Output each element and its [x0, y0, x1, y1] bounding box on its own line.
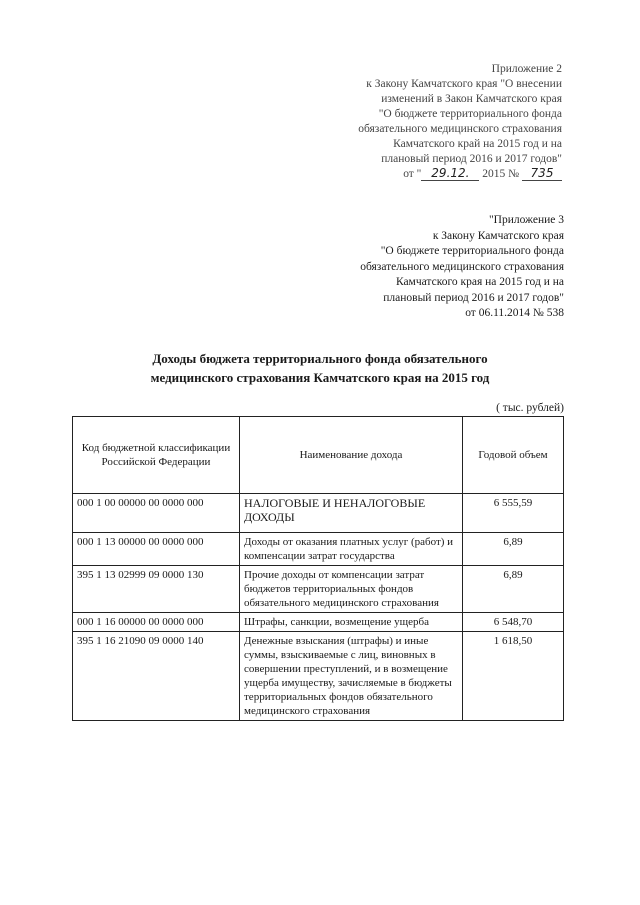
- title-line-1: Доходы бюджета территориального фонда обязательного: [152, 351, 488, 366]
- header-name: Наименование дохода: [240, 417, 463, 494]
- appendix-line: Камчатского край на 2015 год и на: [393, 138, 562, 150]
- amendment-date-line: [262, 167, 562, 182]
- appendix-line: плановый период 2016 и 2017 годов": [381, 153, 562, 165]
- document-title: [100, 349, 540, 387]
- appendix-line: от 06.11.2014 № 538: [465, 307, 564, 319]
- appendix-line: к Закону Камчатского края "О внесении: [366, 78, 562, 90]
- row-name: Штрафы, санкции, возмещение ущерба: [240, 613, 463, 632]
- appendix-line: к Закону Камчатского края: [432, 229, 564, 242]
- row-name: Денежные взыскания (штрафы) и иные суммы, взыскиваемые с лиц, виновных в совершении преступлений, и в возмещение ущерба имуществу, зачисляемые в бюджеты территориальных фондов обязательного медицинского страхования: [240, 632, 463, 721]
- units-note: ( тыс. рублей): [496, 402, 564, 414]
- row-name: НАЛОГОВЫЕ И НЕНАЛОГОВЫЕ ДОХОДЫ: [240, 494, 463, 533]
- appendix-line: Камчатского края на 2015 год и на: [395, 276, 564, 288]
- date-prefix: от ": [403, 168, 422, 180]
- row-amount: 6 555,59: [463, 494, 564, 533]
- row-code: 395 1 16 21090 09 0000 140: [73, 632, 240, 721]
- row-code: 395 1 13 02999 09 0000 130: [73, 566, 240, 613]
- handwritten-number: 735: [522, 167, 562, 181]
- table-row: [73, 494, 564, 533]
- appendix-line: обязательного медицинского страхования: [358, 123, 562, 135]
- appendix-line: "О бюджете территориального фонда: [380, 245, 564, 257]
- header-amount: Годовой объем: [463, 417, 564, 494]
- table-row: [73, 613, 564, 632]
- handwritten-day: 29.12.: [421, 167, 479, 181]
- number-sign: №: [508, 168, 520, 180]
- appendix-original-header: [264, 213, 564, 322]
- header-code: Код бюджетной классификации Российской Федерации: [73, 417, 240, 494]
- appendix-line: "Приложение 3: [488, 214, 564, 226]
- table-header-row: [73, 417, 564, 494]
- income-table: [72, 416, 564, 721]
- appendix-line: изменений в Закон Камчатского края: [381, 93, 562, 105]
- appendix-line: плановый период 2016 и 2017 годов": [383, 291, 564, 304]
- appendix-line: обязательного медицинского страхования: [360, 260, 564, 273]
- table-row: [73, 566, 564, 613]
- row-code: 000 1 00 00000 00 0000 000: [73, 494, 240, 533]
- row-code: 000 1 13 00000 00 0000 000: [73, 533, 240, 566]
- table-row: [73, 533, 564, 566]
- appendix-line: "О бюджете территориального фонда: [378, 108, 562, 120]
- appendix-amendment-header: [262, 62, 562, 182]
- row-name: Доходы от оказания платных услуг (работ) и компенсации затрат государства: [240, 533, 463, 566]
- row-name: Прочие доходы от компенсации затрат бюджетов территориальных фондов обязательного медицинского страхования: [240, 566, 463, 613]
- row-amount: 6 548,70: [463, 613, 564, 632]
- row-amount: 6,89: [463, 566, 564, 613]
- row-code: 000 1 16 00000 00 0000 000: [73, 613, 240, 632]
- table-row: [73, 632, 564, 721]
- row-amount: 1 618,50: [463, 632, 564, 721]
- row-amount: 6,89: [463, 533, 564, 566]
- date-year: 2015: [482, 168, 506, 180]
- appendix-line: Приложение 2: [491, 63, 562, 75]
- title-line-2: медицинского страхования Камчатского края на 2015 год: [150, 370, 490, 385]
